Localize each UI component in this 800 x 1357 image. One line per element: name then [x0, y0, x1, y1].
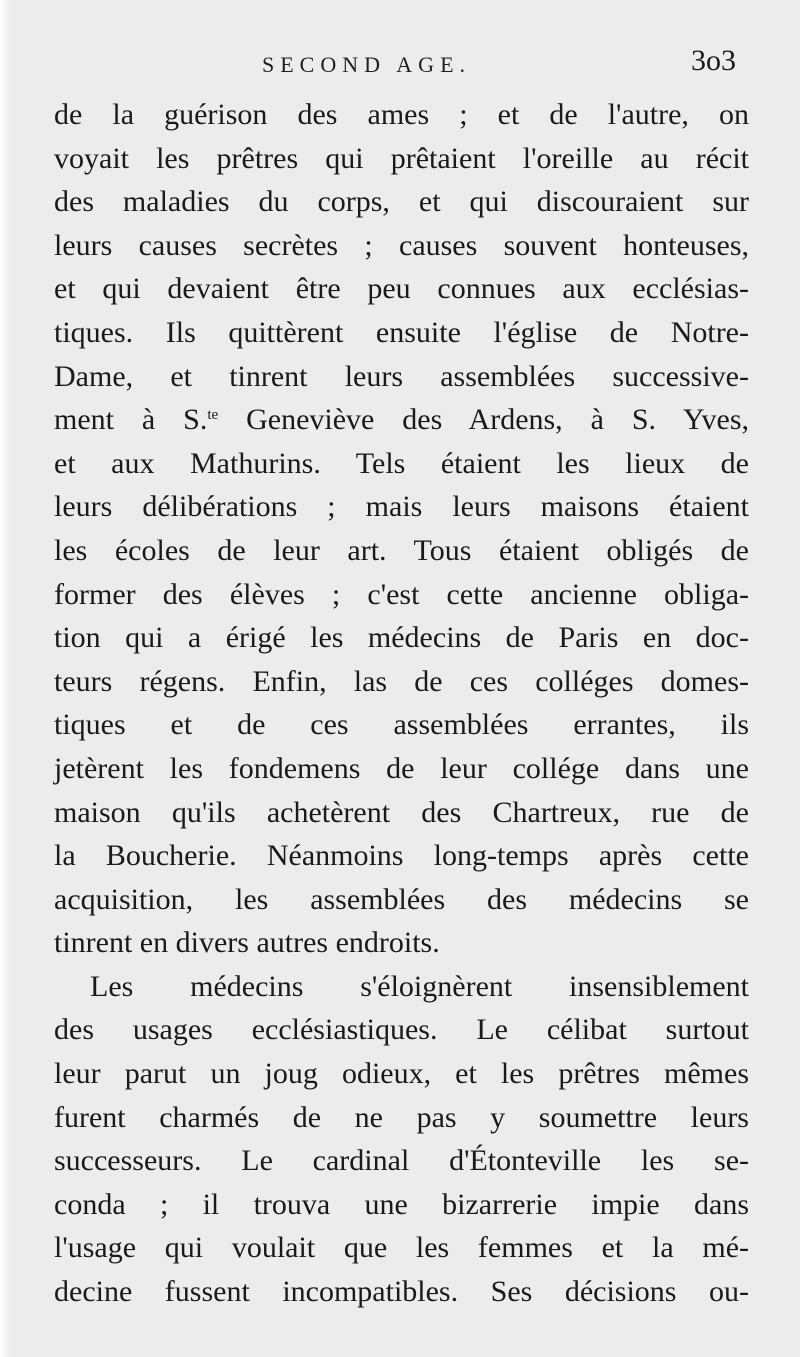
- page-header: [0, 44, 800, 84]
- text-line: tiques. Ils quittèrent ensuite l'église de Notre-: [54, 315, 749, 349]
- text-line: tiques et de ces assemblées errantes, ils: [54, 708, 749, 742]
- text-line: successeurs. Le cardinal d'Étonteville les se-: [54, 1144, 749, 1178]
- text-line: Dame, et tinrent leurs assemblées successive-: [54, 359, 749, 393]
- running-head: SECOND AGE.: [262, 52, 472, 77]
- text-line: conda ; il trouva une bizarrerie impie dans: [54, 1187, 749, 1221]
- text-line: et qui devaient être peu connues aux ecclésias-: [54, 272, 749, 306]
- text-line: acquisition, les assemblées des médecins se: [54, 882, 749, 916]
- page-number: 3o3: [691, 44, 736, 77]
- paragraph-last-line: tinrent en divers autres endroits.: [54, 926, 440, 960]
- text-line: leurs causes secrètes ; causes souvent honteuses,: [54, 228, 749, 262]
- text-line: leur parut un joug odieux, et les prêtres mêmes: [54, 1057, 749, 1091]
- text-line: furent charmés de ne pas y soumettre leurs: [54, 1100, 749, 1134]
- text-line: l'usage qui voulait que les femmes et la mé-: [54, 1231, 749, 1265]
- text-line: decine fussent incompatibles. Ses décisions ou-: [54, 1275, 749, 1309]
- text-line: ment à S.$^{te}$ Geneviève des Ardens, à S. Yves,: [54, 403, 749, 437]
- text-line: et aux Mathurins. Tels étaient les lieux de: [54, 446, 749, 480]
- text-line: teurs régens. Enfin, las de ces colléges domes-: [54, 664, 749, 698]
- body-text: [54, 93, 749, 1314]
- text-line: les écoles de leur art. Tous étaient obligés de: [54, 533, 749, 567]
- text-line: voyait les prêtres qui prêtaient l'oreille au récit: [54, 141, 749, 175]
- text-line: tion qui a érigé les médecins de Paris en doc-: [54, 621, 749, 655]
- text-line: la Boucherie. Néanmoins long-temps après cette: [54, 839, 749, 873]
- text-line: jetèrent les fondemens de leur collége dans une: [54, 751, 749, 785]
- text-line: leurs délibérations ; mais leurs maisons étaient: [54, 490, 749, 524]
- paragraph-first-line: Les médecins s'éloignèrent insensiblement: [90, 969, 749, 1003]
- text-line: maison qu'ils achetèrent des Chartreux, rue de: [54, 795, 749, 829]
- superscript-abbreviation: te: [207, 407, 219, 424]
- text-line: de la guérison des ames ; et de l'autre, on: [54, 98, 749, 131]
- text-line: des maladies du corps, et qui discouraient sur: [54, 185, 749, 219]
- text-line: former des élèves ; c'est cette ancienne obliga-: [54, 577, 749, 611]
- text-line: des usages ecclésiastiques. Le célibat surtout: [54, 1013, 749, 1047]
